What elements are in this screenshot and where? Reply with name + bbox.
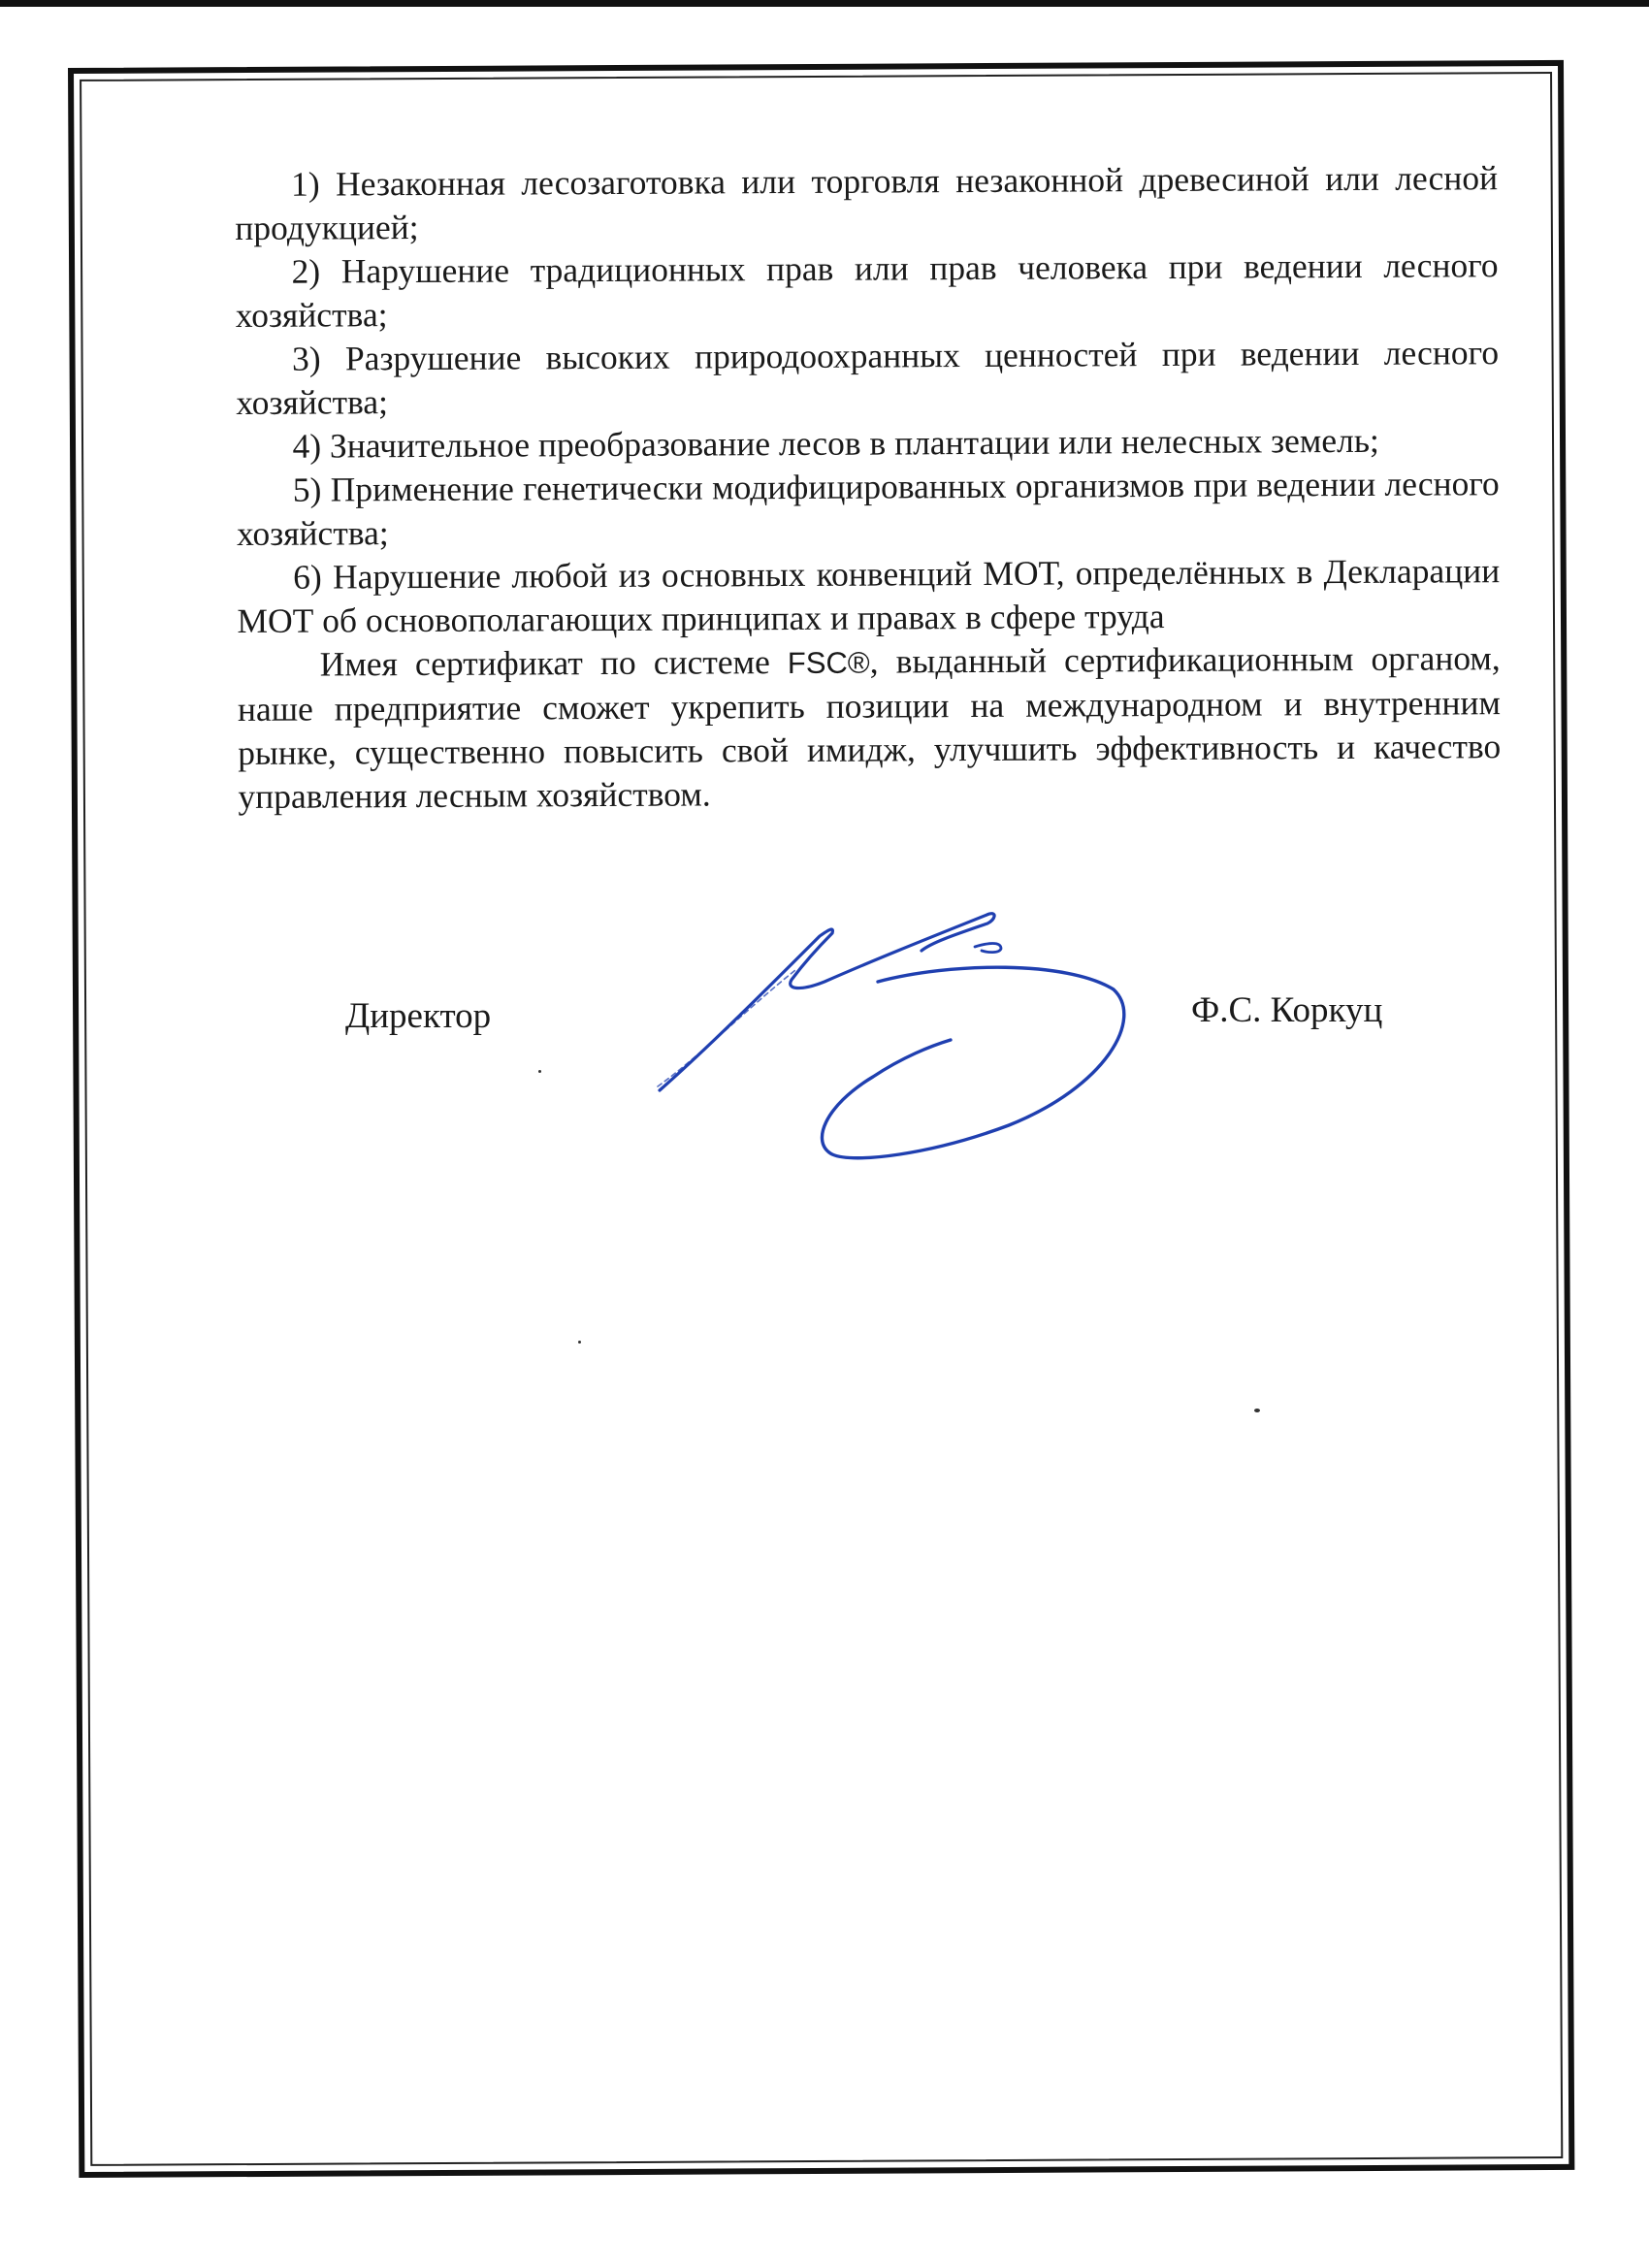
cert-text-after: , выданный сертификационным органом, наше предприятие сможет укрепить позиции на международном и внутренним рынке, существенно повысить свой имидж, улучшить эффективность и качество управления лесным хозяйством.: [237, 638, 1502, 816]
list-item-2: 2) Нарушение традиционных прав или прав человека при ведении лесного хозяйства;: [235, 245, 1499, 335]
document-body: [235, 156, 1502, 819]
list-item-1: 1) Незаконная лесозаготовка или торговля незаконной древесиной или лесной продукцией;: [235, 158, 1499, 247]
page-top-edge: [0, 0, 1649, 7]
fsc-trademark: FSC®: [787, 645, 870, 681]
signatory-title: Директор: [345, 996, 492, 1036]
certificate-paragraph: [238, 636, 1502, 819]
signature-stroke-loop: [822, 967, 1123, 1158]
scan-speck: [578, 1341, 581, 1344]
scan-speck: [1254, 1409, 1260, 1412]
signature-stroke-hook: [975, 944, 1001, 953]
scan-speck: [538, 1070, 541, 1073]
signature-stroke-main: [660, 914, 994, 1090]
handwritten-signature: [640, 892, 1145, 1174]
cert-text-before: Имея сертификат по системе: [319, 642, 788, 684]
list-item-5: 5) Применение генетически модифицированных организмов при ведении лесного хозяйства;: [236, 464, 1500, 553]
list-item-4: 4) Значительное преобразование лесов в плантации или нелесных земель;: [292, 420, 1379, 466]
signatory-name: Ф.С. Коркуц: [1191, 990, 1383, 1030]
list-item-6: 6) Нарушение любой из основных конвенций МОТ, определённых в Декларации МОТ об основополагающих принципах и правах в сфере труда: [237, 551, 1501, 640]
list-item-3: 3) Разрушение высоких природоохранных ценностей при ведении лесного хозяйства;: [236, 333, 1500, 422]
